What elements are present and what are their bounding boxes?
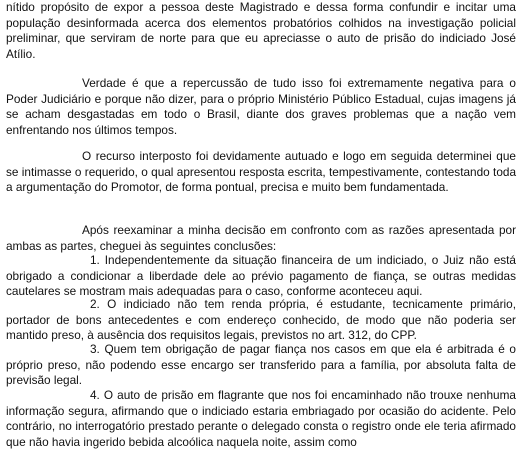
paragraph-conclusions-intro: Após reexaminar a minha decisão em confronto com as razões apresentada por ambas as partes, cheguei às seguintes conclusões: xyxy=(6,223,516,253)
paragraph-repercussion: Verdade é que a repercussão de tudo isso foi extremamente negativa para o Poder Judiciário e porque não dizer, para o próprio Ministério Público Estadual, cujas imagens já se acham desgastadas em todo o Brasil, diante dos graves problemas que a nação vem enfrentando nos últimos tempos. xyxy=(6,76,516,137)
conclusion-item-3: 3. Quem tem obrigação de pagar fiança nos casos em que ela é arbitrada é o próprio preso, não podendo esse encargo ser transferido para a família, por absoluta falta de previsão legal. xyxy=(6,342,516,387)
conclusion-item-4: 4. O auto de prisão em flagrante que nos foi encaminhado não trouxe nenhuma informação segura, afirmando que o indiciado estaria embriagado por ocasião do acidente. Pelo contrário, no interrogatório prestado perante o delegado consta o registro onde ele teria afirmado que não havia ingerido bebida alcoólica naquela noite, assim como xyxy=(6,388,516,449)
conclusion-item-1: 1. Independentemente da situação financeira de um indiciado, o Juiz não está obrigado a condicionar a liberdade dele ao prévio pagamento de fiança, se outras medidas cautelares se mostram mais adequadas para o caso, conforme aconteceu aqui. xyxy=(6,253,516,298)
paragraph-intro-continuation: nítido propósito de expor a pessoa deste Magistrado e dessa forma confundir e incitar uma população desinformada acerca dos elementos probatórios colhidos na investigação policial preliminar, que serviram de norte para que eu apreciasse o auto de prisão do indiciado José Atílio. xyxy=(6,0,516,61)
conclusion-item-2: 2. O indiciado não tem renda própria, é estudante, tecnicamente primário, portador de bons antecedentes e com endereço conhecido, de modo que não poderia ser mantido preso, à ausência dos requisitos legais, previstos no art. 312, do CPP. xyxy=(6,297,516,342)
paragraph-appeal: O recurso interposto foi devidamente autuado e logo em seguida determinei que se intimasse o requerido, o qual apresentou resposta escrita, tempestivamente, contestando toda a argumentação do Promotor, de forma pontual, precisa e muito bem fundamentada. xyxy=(6,149,516,194)
